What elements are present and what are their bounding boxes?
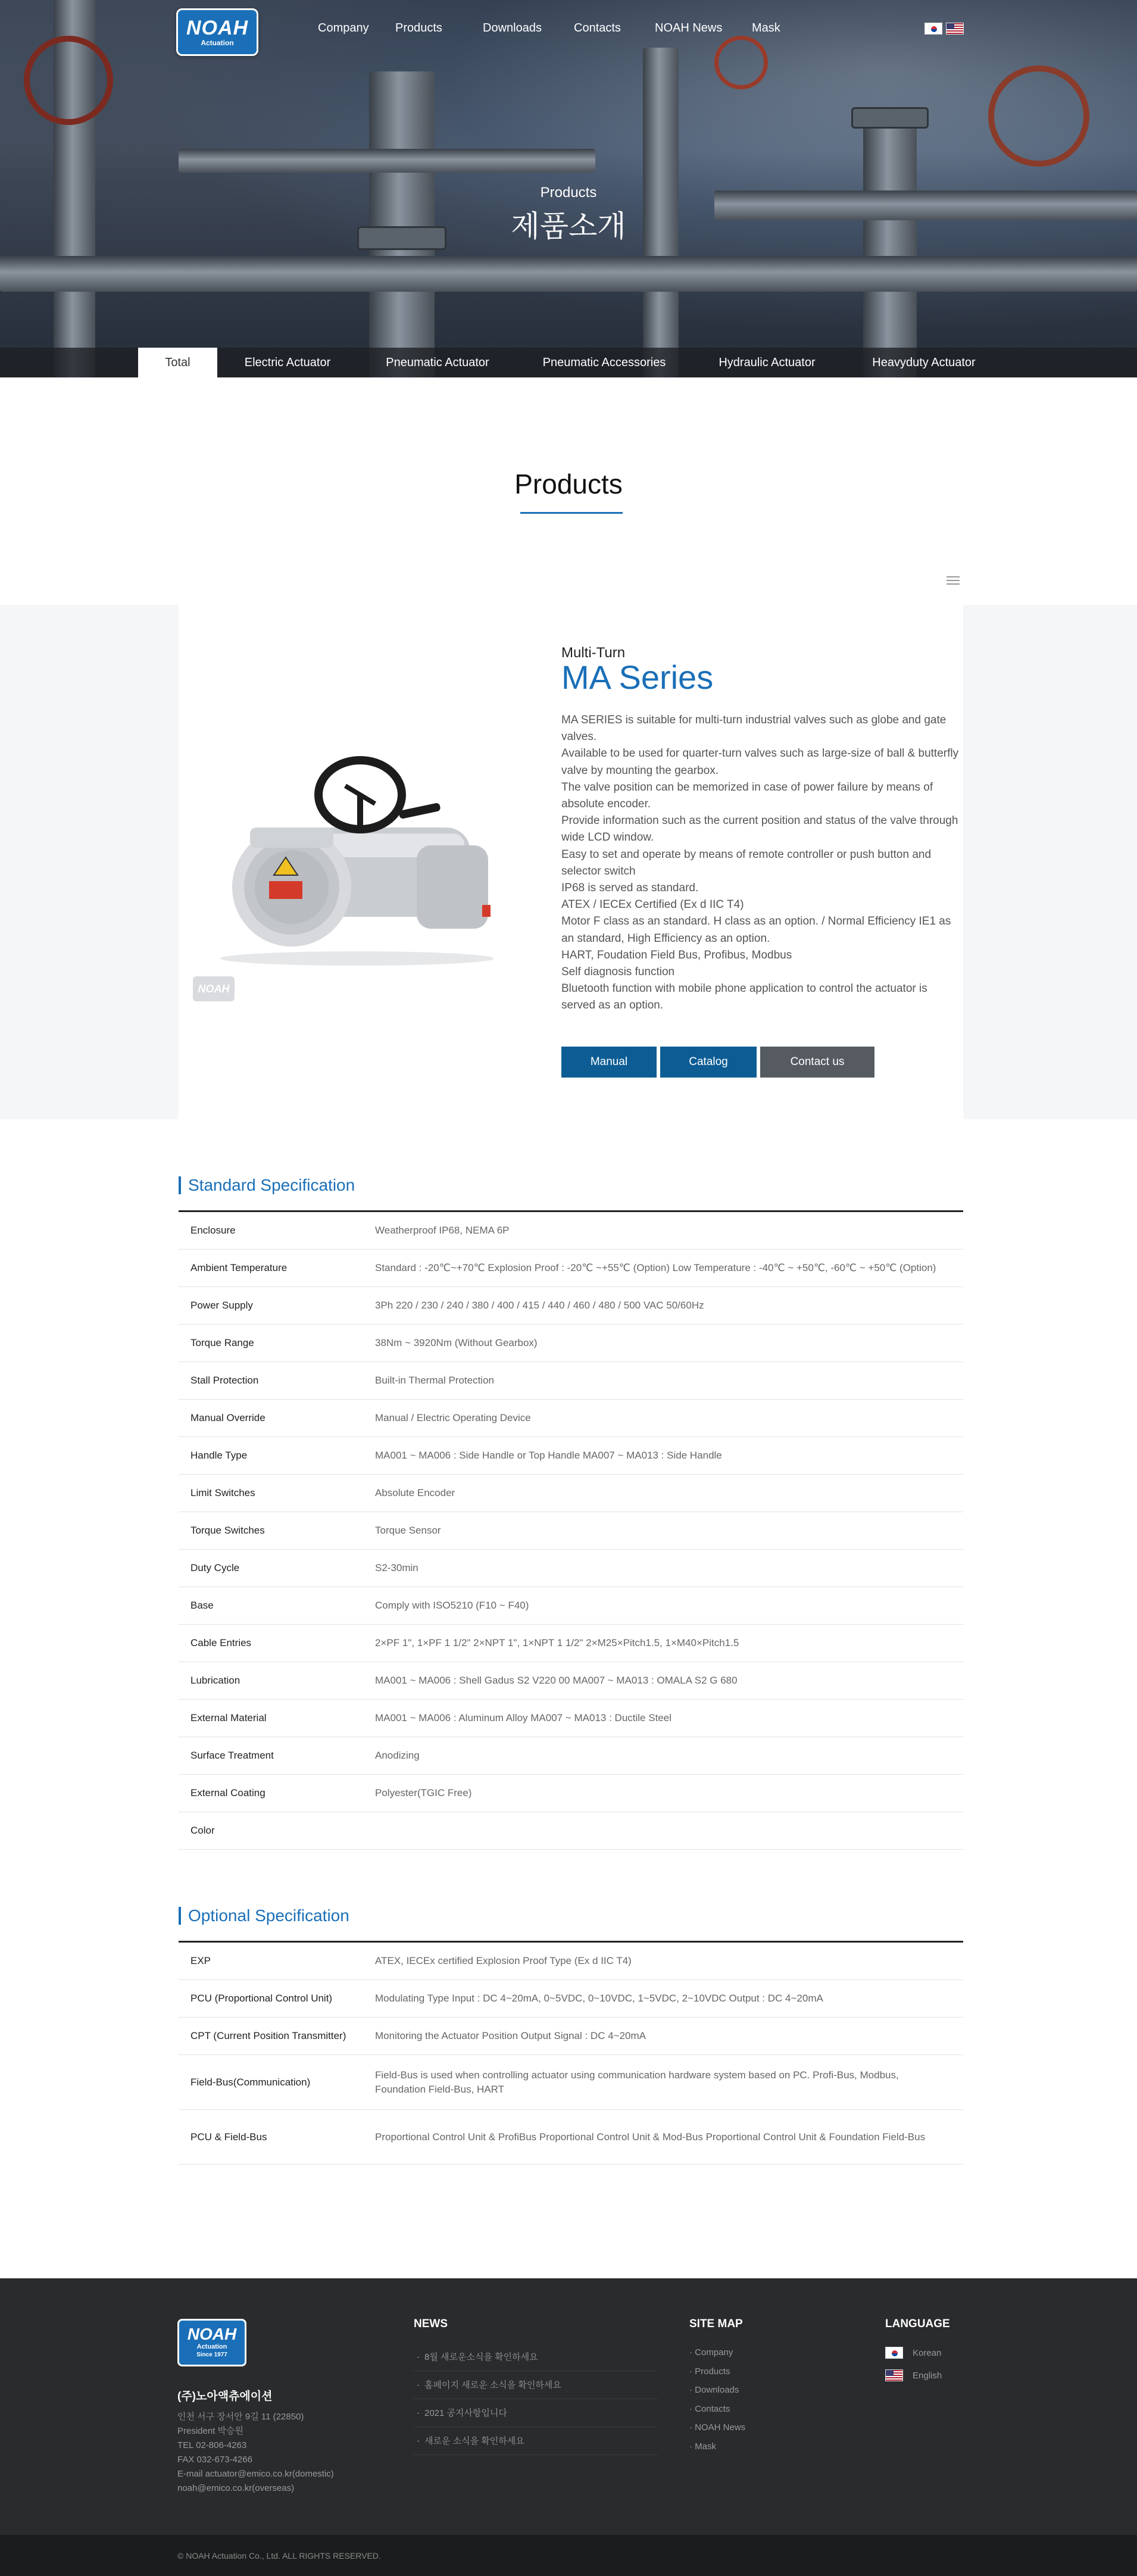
spec-key: Enclosure (190, 1225, 236, 1236)
hero-banner (0, 0, 1137, 377)
tab-heavyduty-actuator[interactable]: Heavyduty Actuator (872, 356, 976, 369)
spec-key: PCU & Field-Bus (190, 2131, 267, 2143)
spec-key: Stall Protection (190, 1375, 259, 1386)
news-item[interactable]: 8월 새로운소식을 확인하세요 (414, 2343, 658, 2371)
us-flag-icon[interactable] (946, 23, 964, 35)
spec-value: ATEX, IECEx certified Explosion Proof Type (Ex d IIC T4) (375, 1955, 632, 1966)
pipe-graphic (179, 149, 595, 173)
site-logo[interactable] (176, 8, 258, 56)
valve-wheel-graphic (714, 36, 768, 89)
table-row (179, 1325, 963, 1362)
footer-news-list (414, 2343, 658, 2455)
description-line: Available to be used for quarter-turn valves such as large-size of ball & butterfly valve by mounting the gearbox. (561, 747, 959, 777)
copyright-text: © NOAH Actuation Co., Ltd. ALL RIGHTS RESERVED. (177, 2551, 381, 2561)
tab-electric-actuator[interactable]: Electric Actuator (244, 356, 331, 369)
spec-key: Color (190, 1825, 215, 1836)
sitemap-link-label: Downloads (695, 2385, 739, 2395)
description-line: Self diagnosis function (561, 966, 675, 979)
news-item[interactable]: 홈페이지 새로운 소식을 확인하세요 (414, 2371, 658, 2399)
footer-info-line: E-mail actuator@emico.co.kr(domestic) (177, 2469, 334, 2479)
nav-noah-news[interactable]: NOAH News (655, 21, 723, 35)
hero-title: 제품소개 (511, 209, 626, 243)
table-row (179, 1287, 963, 1325)
footer-news-title: NEWS (414, 2318, 448, 2330)
section-title: Products (514, 469, 623, 499)
footer-company-name: (주)노아액츄에이션 (177, 2390, 273, 2403)
table-row (179, 1512, 963, 1550)
contact-us-button[interactable]: Contact us (760, 1047, 874, 1078)
table-row (179, 1250, 963, 1287)
spec-key: Ambient Temperature (190, 1262, 288, 1273)
table-row (179, 1980, 963, 2018)
table-row (179, 2055, 963, 2110)
spec-key: Lubrication (190, 1675, 240, 1686)
news-item[interactable]: 새로운 소식을 확인하세요 (414, 2427, 658, 2455)
spec-value: Weatherproof IP68, NEMA 6P (375, 1225, 510, 1236)
catalog-button[interactable]: Catalog (660, 1047, 757, 1078)
spec-key: Surface Treatment (190, 1750, 274, 1761)
footer-info-line: President 박승원 (177, 2426, 244, 2436)
sitemap-link[interactable]: · Downloads (689, 2385, 739, 2395)
table-row (179, 1587, 963, 1625)
category-tab-bar (0, 348, 1137, 377)
description-line: HART, Foudation Field Bus, Profibus, Modbus (561, 948, 792, 961)
spec-value: 2×PF 1", 1×PF 1 1/2" 2×NPT 1", 1×NPT 1 1/2" 2×M25×Pitch1.5, 1×M40×Pitch1.5 (375, 1637, 739, 1648)
table-row (179, 2018, 963, 2055)
table-row (179, 1362, 963, 1400)
flange-graphic (851, 107, 929, 129)
language-label: English (913, 2370, 942, 2381)
product-description (561, 712, 961, 1014)
nav-products[interactable]: Products (395, 21, 442, 35)
spec-value: Polyester(TGIC Free) (375, 1787, 472, 1798)
optional-spec-table (179, 1941, 963, 2165)
table-row (179, 1737, 963, 1775)
nav-company[interactable]: Company (318, 21, 369, 35)
table-row (179, 1662, 963, 1700)
table-row (179, 1550, 963, 1587)
table-row (179, 1700, 963, 1737)
sitemap-link[interactable]: · Products (689, 2366, 730, 2377)
spec-key: Power Supply (190, 1300, 253, 1311)
spec-value: MA001 ~ MA006 : Side Handle or Top Handle MA007 ~ MA013 : Side Handle (375, 1450, 722, 1461)
description-line: MA SERIES is suitable for multi-turn industrial valves such as globe and gate valves. (561, 714, 947, 744)
table-row (179, 1400, 963, 1437)
spec-key: Manual Override (190, 1412, 265, 1423)
spec-value: 38Nm ~ 3920Nm (Without Gearbox) (375, 1337, 538, 1348)
tab-pneumatic-accessories[interactable]: Pneumatic Accessories (542, 356, 666, 369)
spec-value: MA001 ~ MA006 : Aluminum Alloy MA007 ~ MA013 : Ductile Steel (375, 1712, 671, 1723)
footer-info-line: 인천 서구 장서안 9길 11 (22850) (177, 2412, 304, 2422)
pipe-graphic (0, 256, 1137, 292)
noah-watermark-logo: NOAH (193, 976, 235, 1001)
language-label: Korean (913, 2347, 942, 2358)
nav-mask[interactable]: Mask (752, 21, 780, 35)
sitemap-link-label: NOAH News (695, 2422, 746, 2433)
spec-value: Built-in Thermal Protection (375, 1375, 494, 1386)
korean-flag-icon (885, 2347, 903, 2359)
spec-value: Standard : -20℃~+70℃ Explosion Proof : -20℃ ~+55℃ (Option) Low Temperature : -40℃ ~ +50℃, -60℃ ~ +50℃ (Option) (375, 1262, 936, 1273)
footer-language-title: LANGUAGE (885, 2318, 950, 2330)
sitemap-link[interactable]: · NOAH News (689, 2422, 746, 2433)
description-line: Motor F class as an standard. H class as an option. / Normal Efficiency IE1 as an standard, High Efficiency as an option. (561, 915, 951, 945)
footer-logo[interactable] (177, 2319, 246, 2366)
spec-key: Torque Range (190, 1337, 254, 1348)
standard-spec-title: Standard Specification (179, 1176, 355, 1194)
description-line: Easy to set and operate by means of remote controller or push button and selector switch (561, 848, 932, 878)
hero-subtitle: Products (540, 185, 597, 201)
manual-button[interactable]: Manual (561, 1047, 657, 1078)
tab-hydraulic-actuator[interactable]: Hydraulic Actuator (719, 356, 816, 369)
sitemap-link[interactable]: · Company (689, 2347, 733, 2358)
table-row (179, 1775, 963, 1812)
list-view-icon[interactable] (947, 576, 960, 586)
valve-wheel-graphic (24, 36, 113, 125)
table-row (179, 2110, 963, 2165)
spec-value: Proportional Control Unit & ProfiBus Proportional Control Unit & Mod-Bus Proportional Control Unit & Foundation Field-Bus (375, 2131, 926, 2143)
sitemap-link[interactable]: · Mask (689, 2441, 717, 2452)
footer-logo-since: Since 1977 (196, 2352, 227, 2358)
footer-sitemap-title: SITE MAP (689, 2318, 743, 2330)
sitemap-link-label: Mask (695, 2441, 717, 2452)
description-line: Provide information such as the current position and status of the valve through wide LCD window. (561, 814, 958, 844)
sitemap-link[interactable]: · Contacts (689, 2403, 730, 2414)
language-english[interactable] (885, 2364, 942, 2387)
product-title: MA Series (561, 658, 714, 696)
spec-key: Torque Switches (190, 1525, 265, 1536)
description-line: IP68 is served as standard. (561, 882, 699, 895)
description-line: The valve position can be memorized in case of power failure by means of absolute encoder. (561, 780, 933, 811)
spec-value: Absolute Encoder (375, 1487, 455, 1498)
table-row (179, 1212, 963, 1250)
description-line: Bluetooth function with mobile phone application to control the actuator is served as an option. (561, 982, 927, 1012)
spec-value: 3Ph 220 / 230 / 240 / 380 / 400 / 415 / 440 / 460 / 480 / 500 VAC 50/60Hz (375, 1300, 704, 1311)
tab-pneumatic-actuator[interactable]: Pneumatic Actuator (386, 356, 489, 369)
section-title-underline (520, 512, 623, 514)
spec-key: External Material (190, 1712, 267, 1723)
spec-key: Limit Switches (190, 1487, 255, 1498)
table-row (179, 1625, 963, 1662)
product-category: Multi-Turn (561, 645, 626, 661)
language-switcher (924, 23, 964, 35)
spec-key: EXP (190, 1955, 211, 1966)
table-row (179, 1475, 963, 1512)
valve-wheel-graphic (988, 65, 1089, 167)
spec-value: MA001 ~ MA006 : Shell Gadus S2 V220 00 MA007 ~ MA013 : OMALA S2 G 680 (375, 1675, 738, 1686)
sitemap-link-label: Products (695, 2366, 730, 2377)
optional-spec-title: Optional Specification (179, 1907, 349, 1925)
spec-value: Comply with ISO5210 (F10 ~ F40) (375, 1600, 529, 1611)
table-row (179, 1943, 963, 1980)
footer-info-line: TEL 02-806-4263 (177, 2440, 247, 2450)
spec-value: Field-Bus is used when controlling actuator using communication hardware system based on PC. Profi-Bus, Modbus, Foundation Field-Bus, HART (375, 2069, 899, 2095)
table-row (179, 1812, 963, 1850)
korean-flag-icon[interactable] (924, 23, 942, 35)
spec-value: Monitoring the Actuator Position Output Signal : DC 4~20mA (375, 2030, 646, 2041)
spec-key: Cable Entries (190, 1637, 252, 1648)
footer-logo-text: NOAH (187, 2325, 237, 2343)
news-item[interactable]: 2021 공지사항입니다 (414, 2399, 658, 2427)
nav-downloads[interactable]: Downloads (483, 21, 542, 35)
spec-key: Handle Type (190, 1450, 248, 1461)
spec-key: CPT (Current Position Transmitter) (190, 2030, 346, 2041)
spec-key: Base (190, 1600, 214, 1611)
sitemap-link-label: Contacts (695, 2403, 730, 2414)
actuator-product-image (202, 744, 512, 970)
standard-spec-table (179, 1210, 963, 1850)
spec-value: Torque Sensor (375, 1525, 441, 1536)
footer-info-line: noah@emico.co.kr(overseas) (177, 2483, 295, 2493)
language-korean[interactable] (885, 2341, 942, 2364)
spec-value: Anodizing (375, 1750, 420, 1761)
logo-subtext: Actuation (201, 39, 234, 47)
footer-bottom-bar (0, 2535, 1137, 2576)
tab-total[interactable]: Total (138, 348, 217, 377)
spec-value: S2-30min (375, 1562, 418, 1573)
footer-sitemap-list (689, 2343, 745, 2456)
sitemap-link-label: Company (695, 2347, 733, 2358)
spec-key: PCU (Proportional Control Unit) (190, 1993, 333, 2004)
spec-value: Modulating Type Input : DC 4~20mA, 0~5VDC, 0~10VDC, 1~5VDC, 2~10VDC Output : DC 4~20mA (375, 1993, 823, 2004)
footer-language-list (885, 2341, 942, 2387)
logo-text: NOAH (186, 17, 249, 39)
us-flag-icon (885, 2369, 903, 2381)
nav-contacts[interactable]: Contacts (574, 21, 621, 35)
footer-logo-subtext: Actuation (196, 2343, 227, 2350)
spec-value: Manual / Electric Operating Device (375, 1412, 531, 1423)
pipe-graphic (863, 119, 917, 377)
footer-contact-info (177, 2410, 334, 2496)
spec-key: External Coating (190, 1787, 265, 1798)
table-row (179, 1437, 963, 1475)
spec-key: Field-Bus(Communication) (190, 2076, 311, 2088)
description-line: ATEX / IECEx Certified (Ex d IIC T4) (561, 898, 744, 911)
spec-key: Duty Cycle (190, 1562, 240, 1573)
footer-info-line: FAX 032-673-4266 (177, 2455, 252, 2465)
